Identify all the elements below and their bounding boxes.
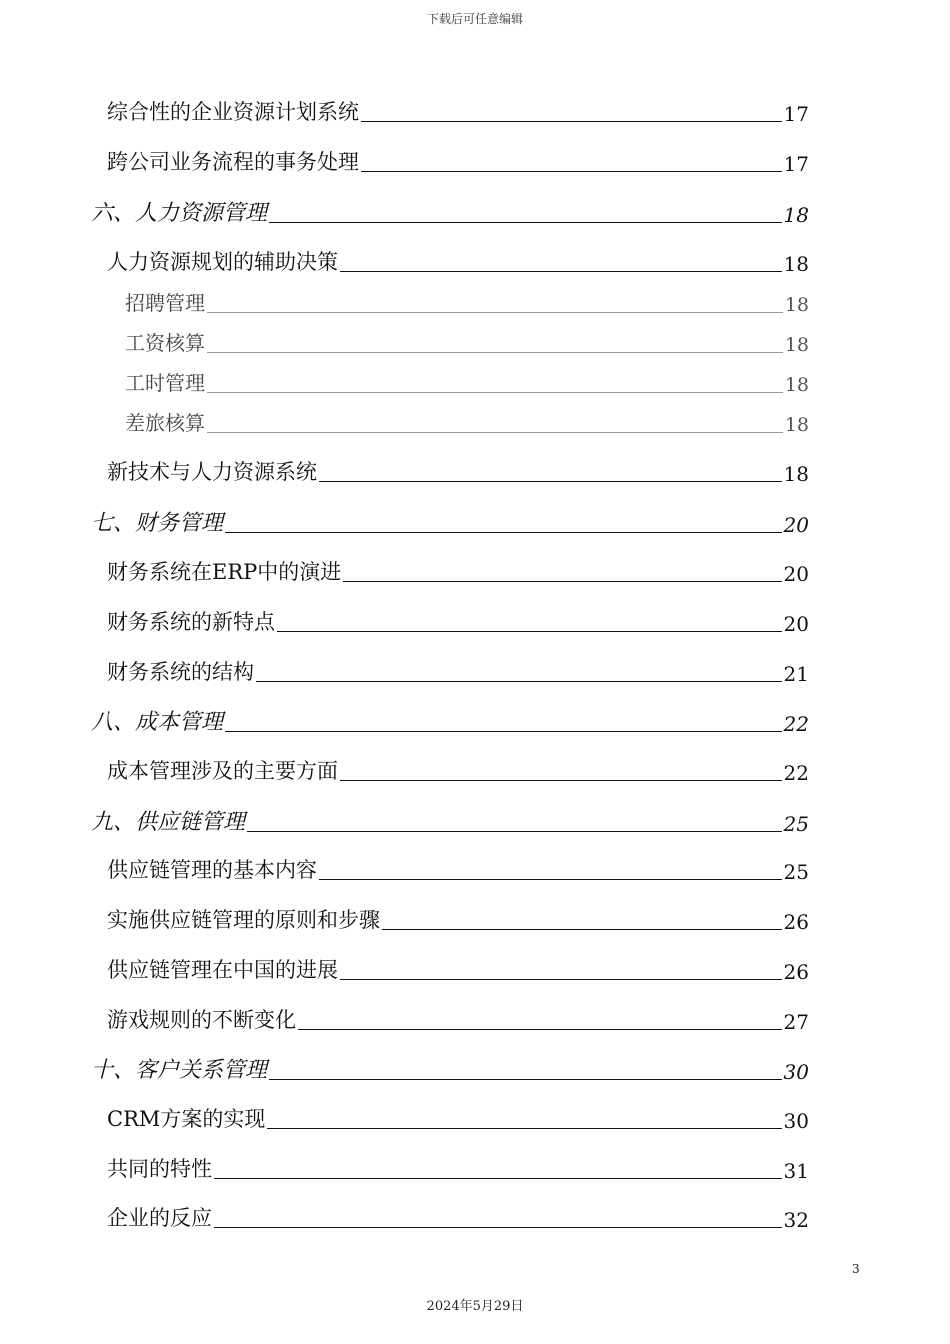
toc-entry-page: 25 — [783, 860, 809, 884]
toc-entry-page: 18 — [784, 294, 809, 316]
toc-entry-page: 21 — [783, 662, 809, 686]
toc-leader-line — [319, 879, 782, 880]
toc-chapter-entry[interactable] — [91, 196, 809, 227]
toc-entry-title: 十、客户关系管理 — [91, 1058, 268, 1083]
toc-entry-title: 招聘管理 — [125, 291, 205, 315]
toc-entry-title: 财务系统的新特点 — [107, 610, 275, 634]
toc-entry[interactable] — [107, 246, 809, 276]
toc-entry[interactable] — [125, 407, 809, 436]
toc-entry-page: 20 — [783, 562, 809, 586]
toc-leader-line — [225, 532, 782, 533]
toc-entry-page: 32 — [783, 1208, 809, 1232]
toc-entry-page: 31 — [783, 1159, 809, 1183]
toc-leader-line — [269, 222, 782, 223]
toc-entry-title: 游戏规则的不断变化 — [107, 1008, 296, 1032]
toc-entry-title: 成本管理涉及的主要方面 — [107, 759, 338, 783]
toc-leader-line — [247, 831, 782, 832]
toc-entry-page: 26 — [783, 910, 809, 934]
toc-leader-line — [361, 121, 782, 122]
page-footer-date: 2024年5月29日 — [426, 1299, 524, 1314]
toc-leader-line — [298, 1029, 782, 1030]
toc-entry[interactable] — [107, 1202, 809, 1232]
toc-chapter-entry[interactable] — [91, 506, 809, 537]
toc-entry-page: 18 — [783, 462, 809, 486]
toc-entry-page: 25 — [783, 812, 809, 836]
toc-leader-line — [256, 681, 782, 682]
toc-entry-page: 20 — [783, 612, 809, 636]
toc-entry-title: 实施供应链管理的原则和步骤 — [107, 908, 380, 932]
toc-entry[interactable] — [125, 367, 809, 396]
toc-leader-line — [269, 1079, 782, 1080]
toc-entry[interactable] — [107, 954, 809, 984]
toc-leader-line — [225, 731, 782, 732]
toc-entry[interactable] — [107, 656, 809, 686]
toc-leader-line — [361, 171, 782, 172]
toc-entry-title: 九、供应链管理 — [91, 810, 246, 835]
toc-entry-page: 17 — [783, 102, 809, 126]
toc-entry-title: 六、人力资源管理 — [91, 201, 268, 226]
toc-entry-title: 供应链管理在中国的进展 — [107, 958, 338, 982]
toc-entry[interactable] — [125, 287, 809, 316]
toc-entry[interactable] — [107, 1004, 809, 1034]
page-number: 3 — [852, 1262, 860, 1276]
toc-leader-line — [343, 581, 781, 582]
toc-chapter-entry[interactable] — [91, 1053, 809, 1084]
toc-entry-title: 供应链管理的基本内容 — [107, 858, 317, 882]
toc-leader-line — [319, 481, 782, 482]
toc-leader-line — [207, 312, 783, 313]
toc-leader-line — [340, 979, 782, 980]
toc-entry-title: 八、成本管理 — [91, 710, 224, 735]
toc-chapter-entry[interactable] — [91, 705, 809, 736]
toc-entry[interactable] — [107, 146, 809, 176]
toc-leader-line — [214, 1178, 782, 1179]
toc-entry-title: 跨公司业务流程的事务处理 — [107, 150, 359, 174]
toc-entry-title: 七、财务管理 — [91, 511, 224, 536]
toc-chapter-entry[interactable] — [91, 805, 809, 836]
toc-entry-title: 综合性的企业资源计划系统 — [107, 100, 359, 124]
toc-entry[interactable] — [107, 606, 809, 636]
toc-entry[interactable] — [107, 1153, 809, 1183]
toc-entry-page: 18 — [784, 334, 809, 356]
toc-entry[interactable] — [107, 96, 809, 126]
toc-leader-line — [207, 432, 783, 433]
toc-entry-page: 18 — [783, 203, 809, 227]
toc-entry-page: 30 — [783, 1109, 809, 1133]
toc-entry-title: 共同的特性 — [107, 1157, 212, 1181]
toc-leader-line — [277, 631, 782, 632]
toc-entry-title: 人力资源规划的辅助决策 — [107, 250, 338, 274]
toc-entry[interactable] — [125, 327, 809, 356]
toc-leader-line — [214, 1227, 782, 1228]
toc-entry-page: 18 — [783, 252, 809, 276]
toc-entry-page: 27 — [783, 1010, 809, 1034]
toc-entry-title: CRM方案的实现 — [107, 1107, 266, 1131]
toc-leader-line — [340, 780, 782, 781]
toc-leader-line — [207, 392, 783, 393]
toc-entry-title: 企业的反应 — [107, 1206, 212, 1230]
toc-entry-page: 22 — [783, 712, 809, 736]
toc-leader-line — [207, 352, 783, 353]
toc-entry-title: 工资核算 — [125, 331, 205, 355]
toc-entry-page: 22 — [783, 761, 809, 785]
toc-entry-title: 新技术与人力资源系统 — [107, 460, 317, 484]
toc-entry-title: 财务系统的结构 — [107, 660, 254, 684]
toc-leader-line — [267, 1128, 781, 1129]
toc-entry[interactable] — [107, 755, 809, 785]
toc-entry-page: 26 — [783, 960, 809, 984]
toc-entry[interactable] — [107, 456, 809, 486]
toc-entry[interactable] — [107, 854, 809, 884]
toc-leader-line — [382, 929, 782, 930]
page-header: 下载后可任意编辑 — [426, 12, 523, 26]
toc-entry-page: 18 — [784, 374, 809, 396]
toc-entry-page: 17 — [783, 152, 809, 176]
toc-entry-title: 工时管理 — [125, 371, 205, 395]
toc-entry-page: 18 — [784, 414, 809, 436]
toc-entry[interactable] — [107, 556, 809, 586]
toc-entry-page: 20 — [783, 513, 809, 537]
toc-entry-page: 30 — [783, 1060, 809, 1084]
toc-entry-title: 财务系统在ERP中的演进 — [107, 560, 342, 584]
toc-leader-line — [340, 271, 782, 272]
toc-entry-title: 差旅核算 — [125, 411, 205, 435]
toc-entry[interactable] — [107, 1103, 809, 1133]
toc-entry[interactable] — [107, 904, 809, 934]
